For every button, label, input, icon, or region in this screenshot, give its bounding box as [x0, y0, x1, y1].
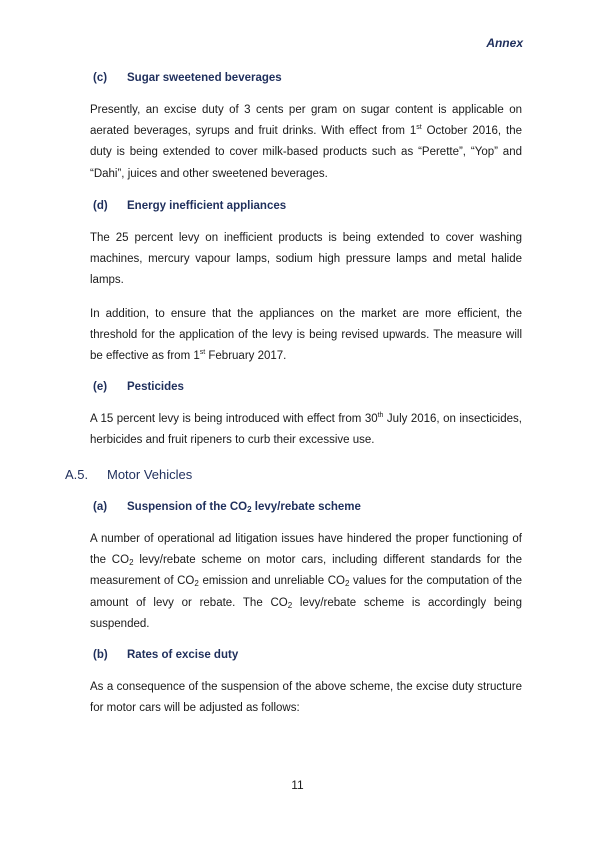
- text-run: levy/rebate scheme: [251, 501, 361, 513]
- subscript: 2: [247, 505, 252, 514]
- subsection-number: (c): [93, 72, 108, 84]
- paragraph-energy-levy: The 25 percent levy on inefficient products is being extended to cover washing machines, mercury vapour lamps, sodium high pressure lamps and metal halide lamps.: [90, 232, 522, 287]
- text-run: emission and unreliable CO: [198, 575, 345, 588]
- section-title: Motor Vehicles: [107, 467, 193, 482]
- text-run: levy/rebate scheme is accordingly being suspended.: [90, 596, 522, 630]
- subsection-number: (d): [93, 200, 108, 212]
- paragraph-excise-rates: As a consequence of the suspension of the above scheme, the excise duty structure for motor cars will be adjusted as follows:: [90, 681, 522, 715]
- subscript: 2: [287, 600, 293, 610]
- superscript: th: [377, 412, 384, 420]
- section-number: A.5.: [65, 467, 89, 482]
- superscript: st: [416, 124, 422, 132]
- page-number: 11: [291, 778, 304, 792]
- subsection-number: (e): [93, 381, 108, 393]
- running-header: Annex: [486, 36, 523, 50]
- subscript: 2: [129, 558, 134, 568]
- paragraph-threshold: [90, 304, 522, 368]
- subsection-title: Pesticides: [127, 381, 184, 393]
- paragraph-sugar-beverages: [90, 100, 522, 185]
- text-run: October 2016, the duty is being extended to cover milk-based products such as “Perette”, “Yop” and “Dahi”, juices and other sweetened beverages.: [90, 125, 522, 180]
- superscript: st: [199, 349, 206, 357]
- subsection-number: (b): [93, 649, 108, 661]
- subsection-title: Rates of excise duty: [127, 649, 239, 661]
- subscript: 2: [194, 579, 199, 589]
- paragraph-co2-suspension: [90, 529, 522, 635]
- subscript: 2: [344, 579, 350, 589]
- subsection-title: Energy inefficient appliances: [127, 200, 287, 212]
- text-run: values for the computation of the amount of levy or rebate. The CO: [90, 575, 522, 609]
- subsection-number: (a): [93, 501, 108, 513]
- text-run: Suspension of the CO: [127, 501, 248, 513]
- text-run: In addition, to ensure that the appliances on the market are more efficient, the threshold for the application of the levy is being revised upwards. The measure will be effective as from 1: [90, 308, 522, 363]
- text-run: Presently, an excise duty of 3 cents per gram on sugar content is applicable on aerated beverages, syrups and fruit drinks. With effect from 1: [90, 104, 522, 138]
- paragraph-pesticides: [90, 409, 522, 451]
- text-run: February 2017.: [205, 350, 287, 363]
- subsection-title: [127, 501, 361, 513]
- subsection-title: Sugar sweetened beverages: [127, 72, 282, 84]
- text-run: A number of operational ad litigation issues have hindered the proper functioning of the CO: [90, 533, 522, 567]
- text-run: A 15 percent levy is being introduced with effect from 30: [90, 413, 378, 425]
- text-run: levy/rebate scheme on motor cars, including different standards for the measurement of CO: [90, 554, 522, 588]
- text-run: July 2016, on insecticides, herbicides and fruit ripeners to curb their excessive use.: [90, 413, 522, 447]
